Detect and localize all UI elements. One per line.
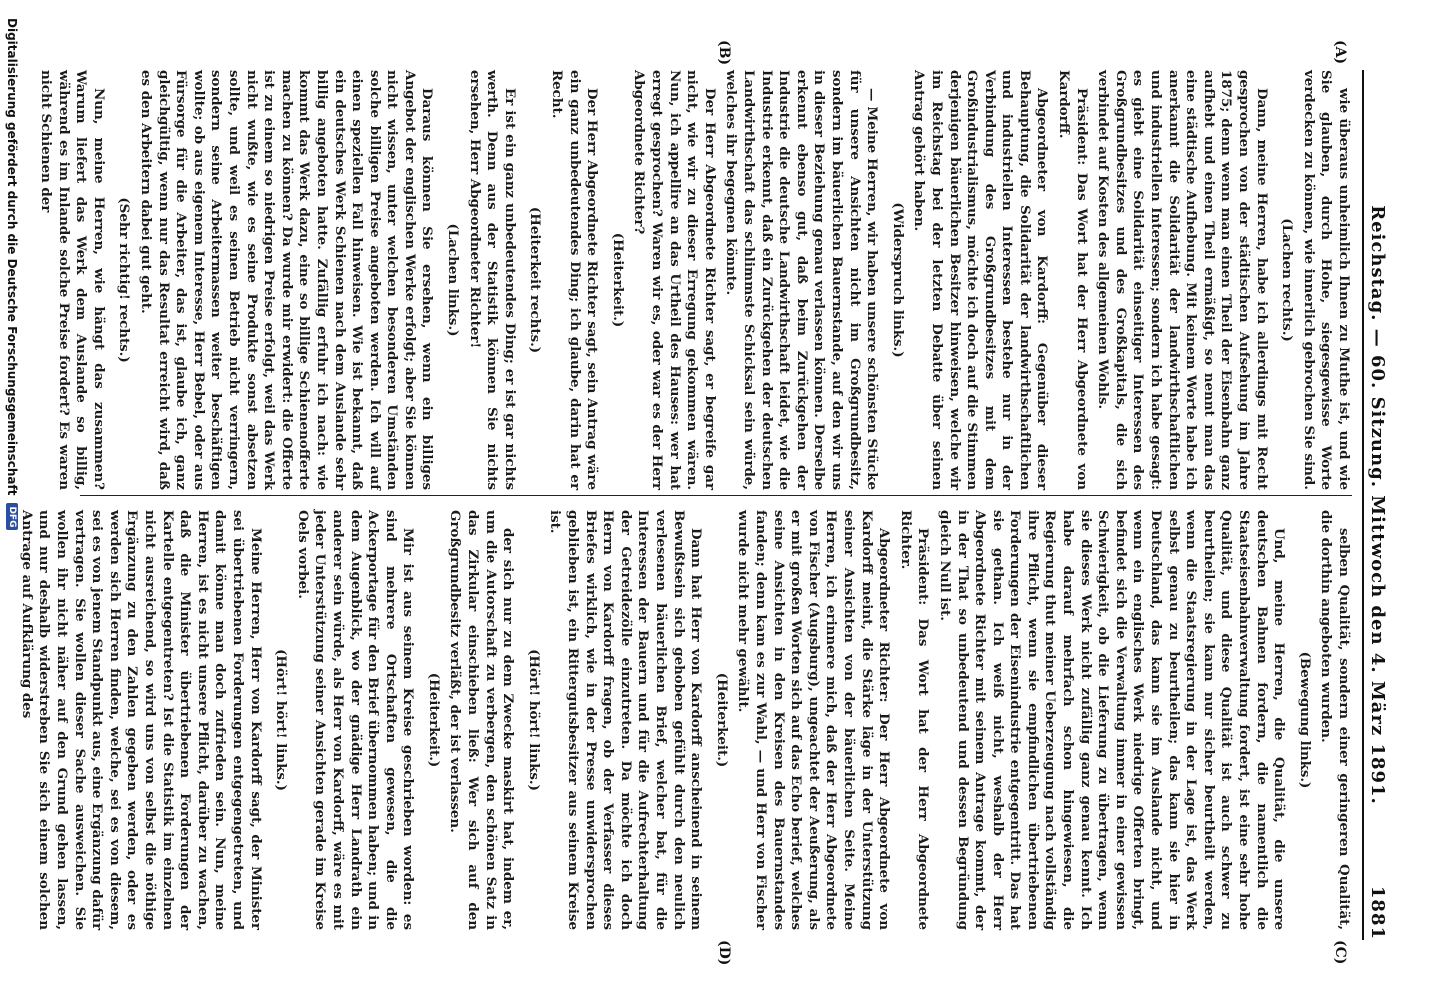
paragraph: Präsident: Das Wort hat der Herr Abgeordnete von Kardorff.	[1056, 70, 1090, 490]
paragraph: (Heiterkeit.)	[609, 232, 626, 328]
paragraph: (Bewegung links.)	[1296, 651, 1313, 789]
page-title: Reichstag. — 60. Sitzung. Mittwoch den 4. März 1891.	[1367, 205, 1389, 805]
paragraph: Der Herr Abgeordnete Richter sagt, er begreife gar nicht, wie wir zu dieser Erregung gekommen wären. Nun, ich appellire an das Urtheil des Hauses: wer hat erregt gesprochen? Waren wir es, oder war es der Herr Abgeordnete Richter?	[631, 70, 718, 490]
marker-c: (C)	[1332, 940, 1348, 965]
paragraph: Der Herr Abgeordnete Richter sagt, sein Antrag wäre ein ganz unbedeutendes Ding; ich glaube, darin hat er Recht.	[549, 70, 601, 490]
paragraph: (Heiterkeit rechts.)	[527, 206, 544, 354]
dfg-logo-icon: DFG	[6, 503, 18, 530]
paragraph: Abgeordneter von Kardorff: Gegenüber dieser Behauptung, die Solidarität der landwirthschaftlichen und industriellen Interessen bestehe nur in der Verbindung des Großgrundbesitzes mit dem Großindustrialismus, möchte ich doch auf die Stimmen derjenigen bäuerlichen Besitzer hinweisen, welche wir im Reichstag bei der letzten Debatte über seinen Antrag gehört haben.	[911, 70, 1051, 490]
paragraph: Abgeordneter Richter: Der Herr Abgeordnete von Kardorff meint, die Stärke läge in der Unterstützung seiner Ansichten von der bäuerlichen Seite. Meine Herren, ich erinnere mich, daß der Herr Abgeordnete von Fischer (Augsburg), ungeachtet der Aeußerung, als er mit großen Worten sich auf das Echo berief, welches seine Ansichten in den Kreisen des Bauernstandes fanden; denn kam es zur Wahl, — und Herr von Fischer wurde nicht mehr gewählt.	[735, 510, 893, 930]
paragraph: Mir ist aus seinem Kreise geschrieben worden: es sind mehrere Ortschaften gewesen, die die Ackerportage für den Brief übernommen haben; und in dem Augenblick, wo der gnädige Herr Landrath ein anderer sein würde, als Herr von Kardorff, wäre es mit jeder Unterstützung seiner Ansichten gerade im Kreise Oels vorbei.	[294, 510, 417, 930]
paragraph: der sich nur zu dem Zwecke maskirt hat, indem er, um die Autorschaft zu verbergen, den schönen Satz in das Zirkular einschieben ließ: Wer sich auf den Großgrundbesitz verläßt, der ist verlassen.	[447, 510, 517, 930]
paragraph: (Lachen rechts.)	[1279, 218, 1296, 342]
paragraph: (Lachen links.)	[445, 223, 462, 337]
digitization-credit	[0, 0, 24, 1000]
paragraph: Meine Herren, Herr von Kardorff sagt, der Minister sei übertriebenen Forderungen entgegengetreten, und damit könne man doch zufrieden sein. Nun, meine Herren, ist es nicht unsere Pflicht, darüber zu wachen, daß die Minister übertriebenen Forderungen der Kartelle entgegentreten? Ist die Statistik im einzelnen nicht ausreichend, so wird uns von selbst die nöthige Ergänzung zu den Zahlen gegeben werden, oder es werden sich Herren finden, welche, sei es von diesem, sei es von jenem Standpunkt aus, eine Ergänzung dafür vertragen. Sie wollen dieser Sache ausweichen. Sie wollen ihr nicht näher auf den Grund gehen lassen, und nur deshalb widerstreben Sie sich einem solchen Antrage auf Aufklärung des	[18, 510, 264, 930]
column-divider	[80, 495, 1352, 496]
paragraph: Präsident: Das Wort hat der Herr Abgeordnete Richter.	[897, 510, 932, 930]
left-column	[38, 70, 1352, 490]
credit-text: Digitalisierung gefördert durch die Deutsche Forschungsgemeinschaft	[5, 18, 19, 496]
paragraph: Er ist ein ganz unbedeutendes Ding; er ist gar nichts werth. Denn aus der Statistik können Sie nichts ersehen, Herr Abgeordneter Richter!	[466, 70, 518, 490]
paragraph: (Hört! hört! links.)	[525, 649, 542, 791]
paragraph: Dann, meine Herren, habe ich allerdings mit Recht gesprochen von der städtischen Aufsehung im Jahre 1875; denn wenn man einen Theil der Eisenbahn ganz aufhebt und einen Theil ermäßigt, so nennt man das eine städtische Aufhebung. Mit keinem Worte habe ich anerkannt die Solidarität der landwirthschaftlichen und industriellen Interessen; sondern ich habe gesagt: es giebt eine Solidarität einseitiger Interessen des Großgrundbesitzes und des Großkapitals, die sich verbindet auf Kosten des allgemeinen Wohls.	[1095, 70, 1270, 490]
paragraph: (Heiterkeit.)	[713, 672, 730, 768]
marker-d: (D)	[716, 940, 732, 966]
marker-a: (A)	[1332, 40, 1348, 65]
paragraph: wie überaus unheimlich Ihnen zu Muthe ist, und wie Sie glauben, durch Hohe, siegesgewisse Worte verdecken zu können, wie innerlich gebrochen Sie sind.	[1300, 70, 1352, 490]
paragraph: (Hört! hört! links.)	[273, 649, 290, 791]
paragraph: Und, meine Herren, die Qualität, die unsere deutschen Bahnen fordern, die namentlich die Staatseisenbahnverwaltung fordert, ist eine sehr hohe Qualität, und diese Qualität ist auch schwer zu beurtheilen; sie kann nur sicher beurtheilt werden, wenn die Staatsregierung in der Lage ist, das Werk selbst genau zu beurtheilen; das kann sie hier in Deutschland, das kann sie im Auslande nicht, und wenn ein englisches Werk niedrige Offerten bringt, befindet sich die Verwaltung immer in einer gewissen Schwierigkeit, ob die Lieferung zu übertragen, wenn sie dieses Werk nicht zufällig ganz genau kennt. Ich habe darauf mehrfach schon hingewiesen, die Regierung thut meiner Ueberzeugung nach vollständig ihre Pflicht, wenn sie empfindlichen übertriebenen Forderungen der Eisenindustrie entgegentritt. Das hat sie gethan. Ich weiß nicht, weshalb der Herr Abgeordnete Richter mit seinem Antrage kommt, der in der That so unbedeutend und dessen Begründung gleich Null ist.	[936, 510, 1288, 930]
paragraph: selben Qualität, sondern einer geringeren Qualität, die dorthin angeboten wurden.	[1318, 510, 1352, 930]
paragraph: Dann hat Herr von Kardorff anscheinend in seinem Bewußtsein sich gehoben gefühlt durch den neulich verlesenen bäuerlichen Brief, welcher bat, für die Interessen der Bauern und für die Aufrechterhaltung der Getreidezölle einzutreten. Da möchte ich doch Herrn von Kardorff fragen, ob der Verfasser dieses Briefes wirklich, wie in der Presse unwidersprochen geblieben ist, ein Rittergutsbesitzer aus seinem Kreise ist.	[547, 510, 705, 930]
paragraph: Daraus können Sie ersehen, wenn ein billiges Angebot der englischen Werke erfolgt; aber Sie können nicht wissen, unter welchen besonderen Umständen solche billigen Preise angeboten werden. Ich will auf einen speziellen Fall hinweisen. Wie ist bekannt, daß ein deutsches Werk Schienen nach dem Auslande sehr billig angeboten hatte. Zufällig erfuhr ich nach: wie kommt das Werk dazu, eine so billige Schienenofferte machen zu können? Da wurde mir erwidert: die Offerte ist zu einem so niedrigen Preise erfolgt, weil das Werk nicht wußte, wie es seine Produkte sonst absetzen sollte, und weil es seinen Betrieb nicht verringern, sondern seine Arbeitermassen weiter beschäftigen wollte; ob aus eigenem Interesse, Herr Bebel, oder aus Fürsorge für die Arbeiter, das ist, glaube ich, ganz gleichgültig, wenn nur das Resultat erreicht wird, daß es den Arbeitern dabei gut geht.	[138, 70, 436, 490]
page-number: 1881	[1367, 885, 1389, 940]
right-column	[18, 510, 1352, 930]
paragraph: (Heiterkeit.)	[425, 672, 442, 768]
page-header	[1362, 70, 1392, 940]
marker-b: (B)	[716, 40, 732, 66]
paragraph: Nun, meine Herren, wie hängt das zusammen? Warum liefert das Werk dem Auslande so billig, während es im Inlande solche Preise fordert? Es waren nicht Schienen der	[38, 70, 107, 490]
paragraph: (Sehr richtig! rechts.)	[116, 197, 133, 363]
paragraph: — Meine Herren, wir haben unsere schönsten Stücke für unsere Ansichten nicht im Großgrundbesitz, sondern im bäuerlichen Bauernstande, auf den wir uns in dieser Beziehung genau verlassen können. Derselbe erkennt ebenso gut, daß beim Zurückgehen der Industrie die deutsche Landwirthschaft leidet, wie die Industrie erkennt, daß ein Zurückgehen der deutschen Landwirthschaft das schlimmste Schicksal sein würde, welches ihr begegnen könnte.	[723, 70, 881, 490]
paragraph: (Widerspruch links.)	[889, 202, 906, 358]
